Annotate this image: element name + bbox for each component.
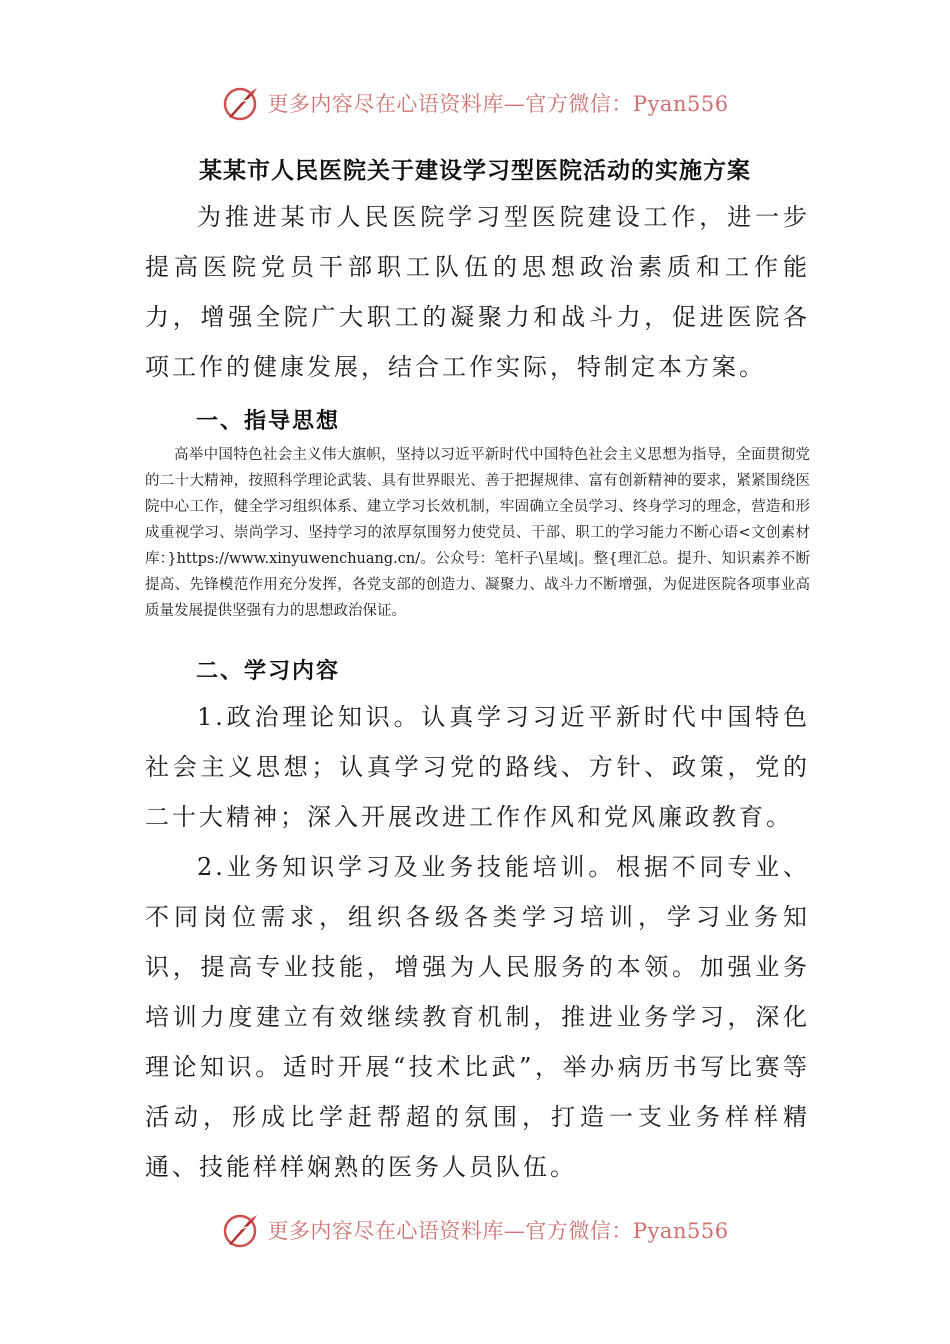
intro-paragraph: 为推进某市人民医院学习型医院建设工作，进一步提高医院党员干部职工队伍的思想政治素质和工作能力，增强全院广大职工的凝聚力和战斗力，促进医院各项工作的健康发展，结合工作实际，特制定本方案。 (145, 203, 810, 381)
pen-nib-logo-icon (221, 1210, 261, 1250)
pen-nib-logo-icon (221, 83, 261, 123)
banner-text: 更多内容尽在心语资料库—官方微信：Pyan556 (267, 1219, 729, 1243)
page-title: 某某市人民医院关于建设学习型医院活动的实施方案 (199, 158, 751, 184)
section-heading-study-content: 二、学习内容 (196, 659, 341, 684)
study-item-political-theory: 1.政治理论知识。认真学习习近平新时代中国特色社会主义思想；认真学习党的路线、方针、政策，党的二十大精神；深入开展改进工作作风和党风廉政教育。 (145, 703, 810, 831)
section-heading-guiding-ideology: 一、指导思想 (196, 409, 341, 434)
header-banner (0, 78, 950, 128)
footer-banner (0, 1205, 950, 1255)
guiding-ideology-paragraph: 高举中国特色社会主义伟大旗帜，坚持以习近平新时代中国特色社会主义思想为指导，全面贯彻党的二十大精神，按照科学理论武装、具有世界眼光、善于把握规律、富有创新精神的要求，紧紧围绕医院中心工作，健全学习组织体系、建立学习长效机制，牢固确立全员学习、终身学习的理念，营造和形成重视学习、崇尚学习、坚持学习的浓厚氛围努力使党员、干部、职工的学习能力不断心语<文创素材库：}https://www.xinyuwenchuang.cn/。公众号：笔杆子\星域|。整{理汇总。提升、知识素养不断提高、先锋模范作用充分发挥，各党支部的创造力、凝聚力、战斗力不断增强，为促进医院各项事业高质量发展提供坚强有力的思想政治保证。 (145, 447, 810, 619)
study-item-business-training: 2.业务知识学习及业务技能培训。根据不同专业、不同岗位需求，组织各级各类学习培训，学习业务知识，提高专业技能，增强为人民服务的本领。加强业务培训力度建立有效继续教育机制，推进业务学习，深化理论知识。适时开展“技术比武”，举办病历书写比赛等活动，形成比学赶帮超的氛围，打造一支业务样样精通、技能样样娴熟的医务人员队伍。 (145, 853, 810, 1181)
banner-text: 更多内容尽在心语资料库—官方微信：Pyan556 (267, 92, 729, 116)
